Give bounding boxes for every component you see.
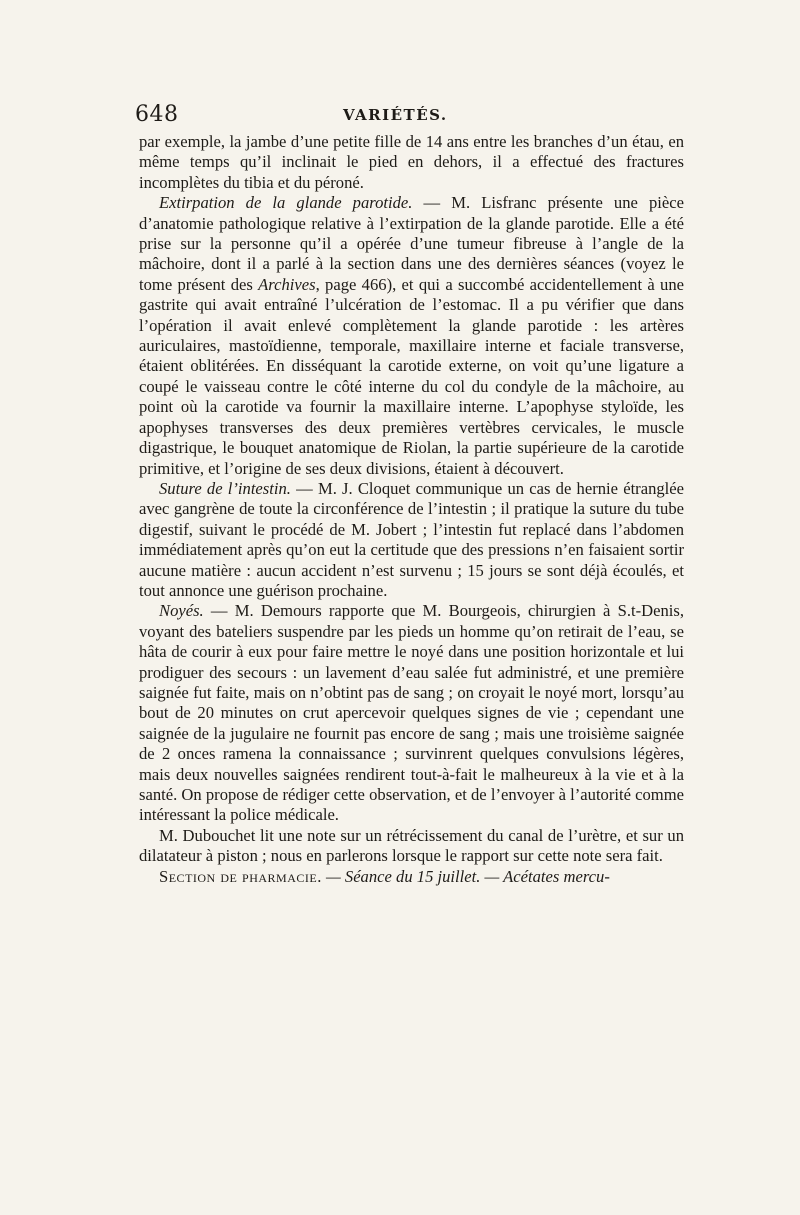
paragraph-suture (139, 479, 684, 601)
paragraph-dubouchet: M. Dubouchet lit une note sur un rétrécissement du canal de l’urètre, et sur un dilatateur à piston ; nous en parlerons lorsque le rapport sur cette note sera fait. (139, 825, 684, 866)
parotide-text-2: , page 466), et qui a succombé accidentellement à une gastrite qui avait entraîné l’ulcération de l’estomac. Il a pu vérifier que dans l’opération il avait enlevé complètement la glande parotide : les artères auriculaires, mastoïdienne, temporale, maxillaire interne et faciale transverse, étaient oblitérées. En disséquant la carotide externe, on voit qu’une ligature a coupé le vaisseau contre le côté interne du col du condyle de la mâchoire, au point où la carotide va fournir la maxillaire interne. L’apophyse styloïde, les apophyses transverses des deux premières vertèbres cervicales, le muscle digastrique, le bouquet anatomique de Riolan, la partie supérieure de la carotide primitive, et l’origine de ses deux divisions, étaient à découvert. (139, 274, 684, 478)
parotide-heading: Extirpation de la glande parotide. (159, 193, 413, 213)
continued-paragraph: par exemple, la jambe d’une petite fille de 14 ans entre les branches d’un étau, en même temps qu’il inclinait le pied en dehors, il a effectué des fractures incomplètes du tibia et du péroné. (139, 132, 684, 192)
body-text (139, 132, 684, 887)
page-header (135, 102, 683, 132)
suture-text: — M. J. Cloquet communique un cas de hernie étranglée avec gangrène de toute la circonférence de l’intestin ; il pratique la suture du tube digestif, suivant le procédé de M. Jobert ; l’intestin fut replacé dans l’abdomen immédiatement après qu’on eut la certitude que des pressions n’en faisaient sortir aucune matière : aucun accident n’est survenu ; 15 jours se sont déjà écoulés, et tout annonce une guérison prochaine. (139, 478, 684, 600)
paragraph-pharmacie (139, 867, 684, 887)
suture-heading: Suture de l’intestin. (159, 478, 291, 498)
archives-citation: Archives (258, 274, 316, 294)
seance-date: — Séance du 15 juillet. (321, 866, 481, 886)
paragraph-parotide (139, 193, 684, 479)
noyes-text: — M. Demours rapporte que M. Bourgeois, chirurgien à S.t-Denis, voyant des bateliers suspendre par les pieds un homme qu’on retirait de l’eau, se hâta de courir à eux pour faire mettre le noyé dans une position horizontale et lui prodiguer des secours : un lavement d’eau salée fut administré, et une première saignée fut faite, mais on n’obtint pas de sang ; on croyait le noyé mort, lorsqu’au bout de 20 minutes on crut apercevoir quelques signes de vie ; cependant une saignée de la jugulaire ne fournit pas encore de sang ; mais une troisième saignée de 2 onces ramena la connaissance ; survinrent quelques convulsions légères, mais deux nouvelles saignées rendirent tout-à-fait le malheureux à la vie et à la santé. On propose de rédiger cette observation, et de l’envoyer à l’autorité comme intéressant la police médicale. (139, 601, 684, 825)
paragraph-noyes (139, 601, 684, 825)
running-title: VARIÉTÉS. (343, 106, 448, 124)
acetates-heading: — Acétates mercu- (480, 866, 610, 886)
parotide-text-1: — M. Lisfranc présente une pièce d’anatomie pathologique relative à l’extirpation de la glande parotide. Elle a été prise sur la personne qu’il a opérée d’une tumeur fibreuse à l’angle de la mâchoire, dont il a parlé à la section dans une des dernières séances (voyez le tome présent des (139, 193, 684, 294)
page-number: 648 (135, 102, 179, 127)
section-pharmacie-heading: Section de pharmacie. (159, 866, 322, 886)
noyes-heading: Noyés. (159, 601, 204, 621)
